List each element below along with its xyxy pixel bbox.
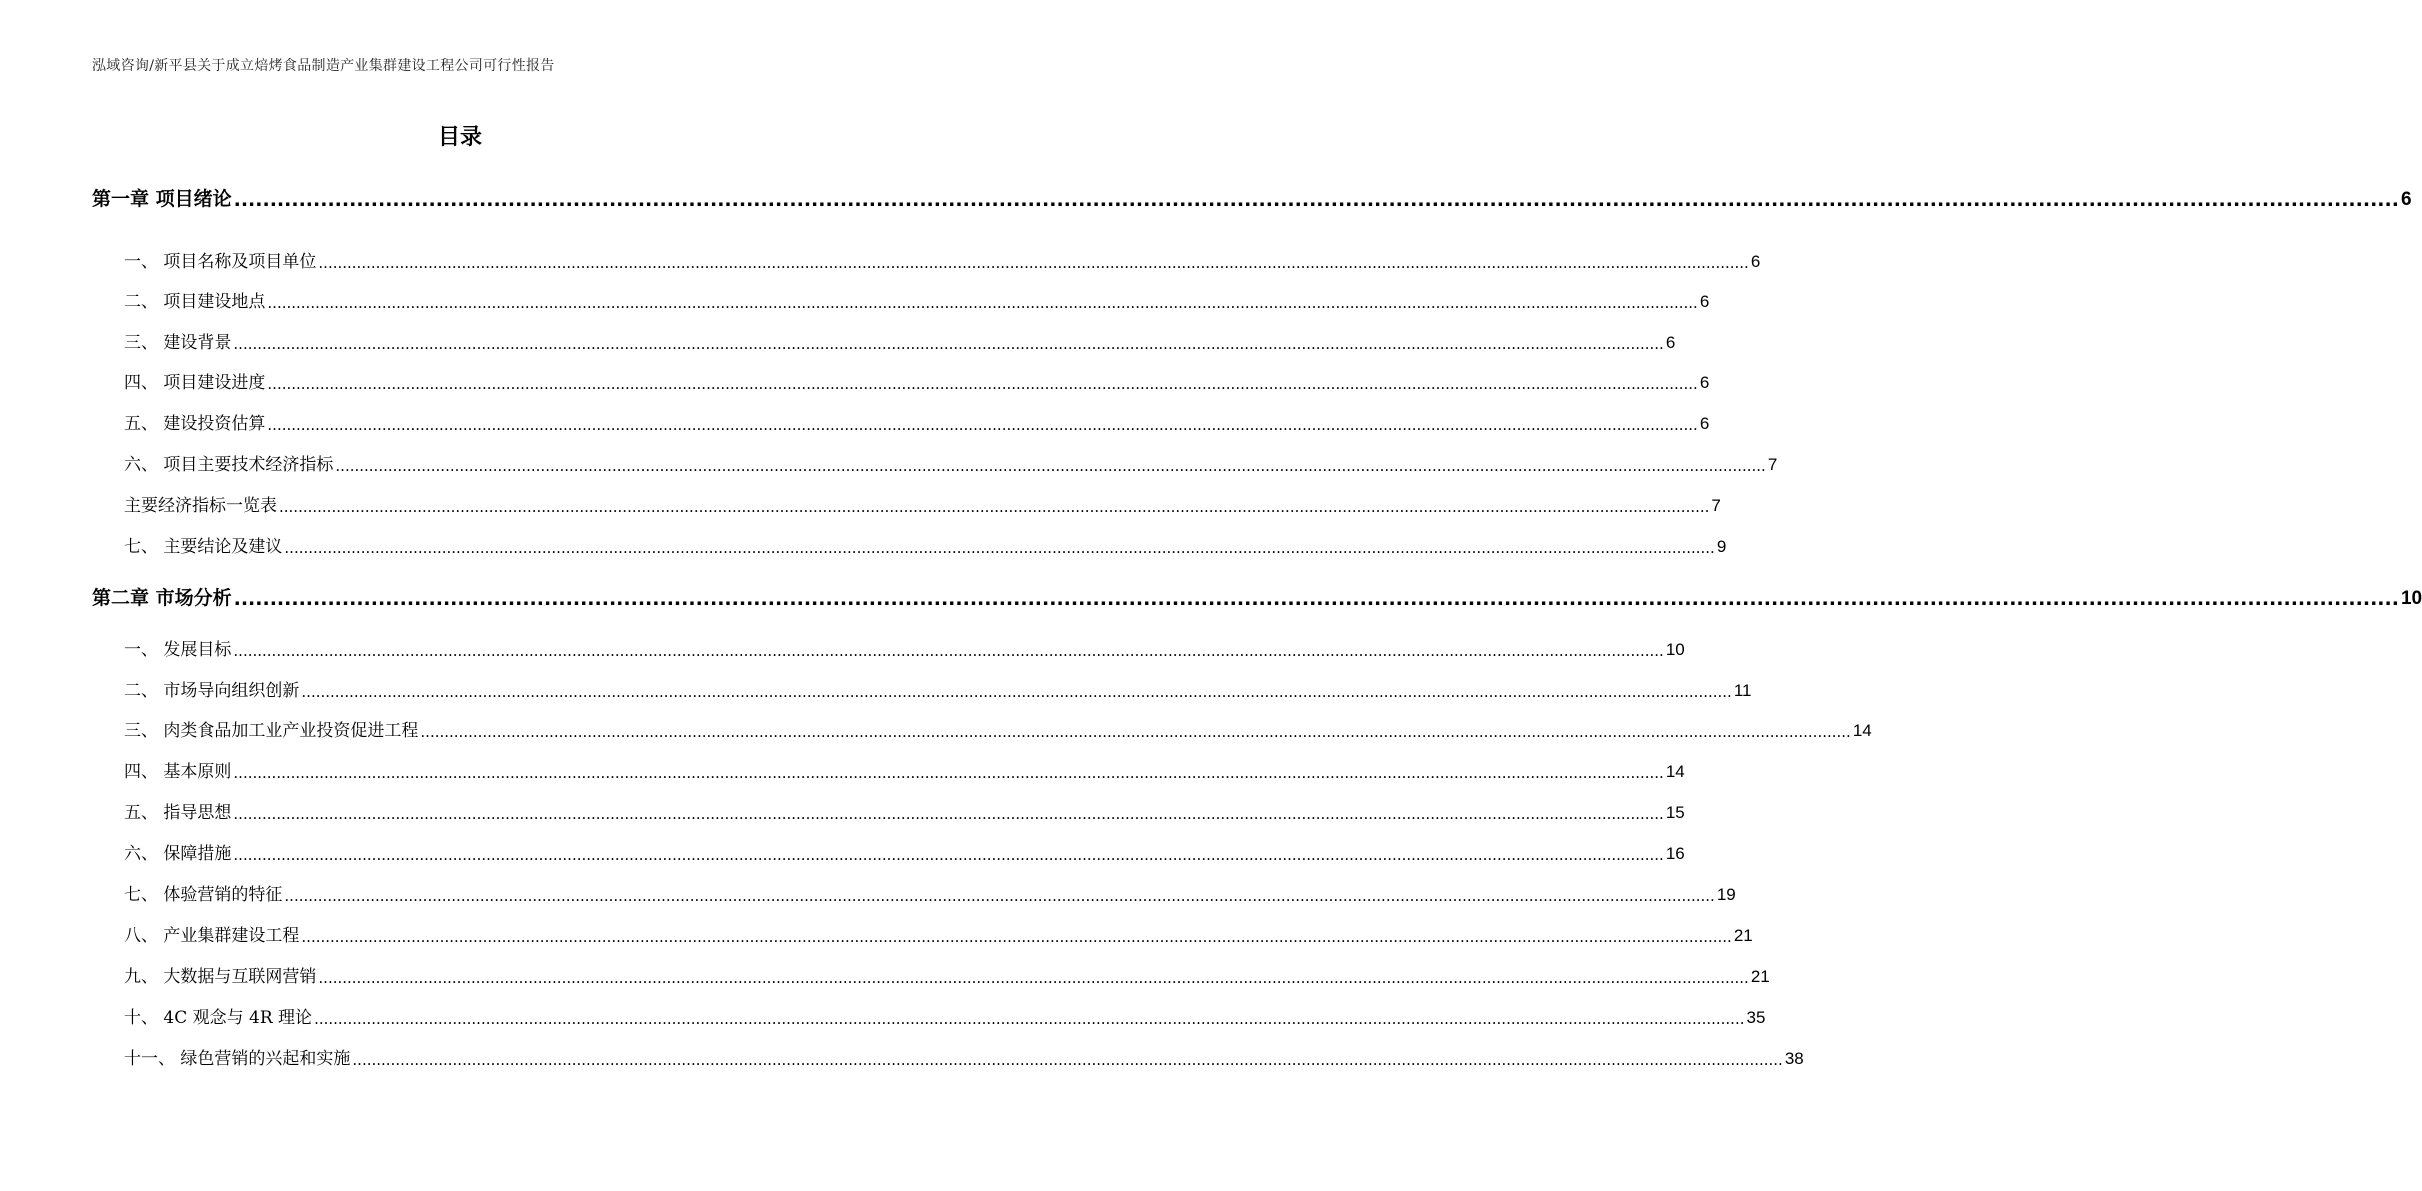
toc-entry-label: 一、 发展目标: [124, 640, 232, 660]
dot-leader: ............................................................................................................................................................................................................................................................................................................: [284, 887, 1715, 905]
toc-entry-page: 35: [1746, 1008, 1766, 1027]
toc-entry-label: 十一、 绿色营销的兴起和实施: [124, 1049, 351, 1069]
toc-entry[interactable]: [124, 757, 1685, 782]
toc-entry-page: 16: [1665, 844, 1685, 863]
toc-entry-label: 八、 产业集群建设工程: [124, 926, 300, 946]
toc-entry-label: 九、 大数据与互联网营销: [124, 967, 317, 987]
toc-entry-page: 38: [1784, 1049, 1804, 1068]
dot-leader: ............................................................................................................................................................................................................................................................................................................: [301, 928, 1732, 946]
toc-entry-page: 11: [1733, 681, 1752, 700]
toc-entry[interactable]: [124, 368, 1710, 393]
toc-entry-label: 五、 指导思想: [124, 803, 232, 823]
toc-entry[interactable]: [124, 635, 1685, 660]
toc-entry-page: 14: [1852, 721, 1872, 740]
dot-leader: ............................................................................................................................................................................................................................................................................................................: [267, 375, 1698, 393]
toc-entry-page: 15: [1665, 803, 1685, 822]
toc-entry[interactable]: [124, 921, 1753, 946]
toc-entry-label: 七、 体验营销的特征: [124, 885, 283, 905]
toc-entry-label: 主要经济指标一览表: [124, 496, 277, 516]
toc-entry[interactable]: [92, 184, 2412, 211]
toc-entry-page: 6: [1699, 373, 1710, 392]
dot-leader: ............................................................................................................................................................................................................................................................................................................: [267, 294, 1698, 312]
toc-entry-label: 三、 肉类食品加工业产业投资促进工程: [124, 721, 419, 741]
toc-entry[interactable]: [124, 716, 1872, 741]
toc-entry[interactable]: [124, 532, 1727, 557]
toc-entry-page: 6: [1699, 414, 1710, 433]
dot-leader: ............................................................................................................................................................................................................................................................................................................: [233, 846, 1664, 864]
toc-entry[interactable]: [124, 880, 1736, 905]
dot-leader: ............................................................................................................................................................................................................................................................................................................: [314, 1010, 1745, 1028]
toc-entry-label: 十、 4C 观念与 4R 理论: [124, 1008, 313, 1028]
toc-entry[interactable]: [124, 798, 1685, 823]
toc-entry-label: 七、 主要结论及建议: [124, 537, 283, 557]
toc-entry[interactable]: [124, 287, 1710, 312]
dot-leader: ............................................................................................................................................................................................................................................................................................................: [318, 254, 1749, 272]
toc-entry-label: 二、 项目建设地点: [124, 292, 266, 312]
dot-leader: ............................................................................................................................................................................................................................................................................................................: [335, 457, 1766, 475]
toc-entry-label: 一、 项目名称及项目单位: [124, 252, 317, 272]
toc-entry-page: 6: [1665, 333, 1676, 352]
dot-leader: ............................................................................................................................................................................................................................................................................................................: [420, 723, 1851, 741]
toc-entry[interactable]: [124, 676, 1752, 701]
toc-entry-page: 9: [1716, 537, 1727, 556]
toc-entry-page: 7: [1767, 455, 1778, 474]
toc-entry-label: 六、 保障措施: [124, 844, 232, 864]
toc-entry-label: 第一章 项目绪论: [92, 188, 232, 210]
toc-entry-label: 二、 市场导向组织创新: [124, 681, 300, 701]
toc-entry-page: 14: [1665, 762, 1685, 781]
dot-leader: ............................................................................................................................................................................................................................................................................................................: [284, 539, 1715, 557]
toc-entry-page: 21: [1750, 967, 1770, 986]
toc-entry[interactable]: [124, 1044, 1804, 1069]
page-title: 目录: [437, 125, 482, 150]
dot-leader: ............................................................................................................................................................................................................................................................................................................: [233, 189, 2399, 211]
toc-entry-page: 6: [2400, 189, 2412, 210]
dot-leader: ............................................................................................................................................................................................................................................................................................................: [233, 764, 1664, 782]
dot-leader: ............................................................................................................................................................................................................................................................................................................: [267, 416, 1698, 434]
toc-entry-label: 六、 项目主要技术经济指标: [124, 455, 334, 475]
dot-leader: ............................................................................................................................................................................................................................................................................................................: [318, 969, 1749, 987]
toc-entry-page: 7: [1711, 496, 1721, 515]
toc-entry[interactable]: [124, 247, 1761, 272]
dot-leader: ............................................................................................................................................................................................................................................................................................................: [352, 1051, 1783, 1069]
dot-leader: ............................................................................................................................................................................................................................................................................................................: [233, 588, 2399, 610]
toc-entry-label: 四、 项目建设进度: [124, 373, 266, 393]
toc-entry-page: 21: [1733, 926, 1753, 945]
toc-entry-label: 四、 基本原则: [124, 762, 232, 782]
toc-entry[interactable]: [124, 409, 1710, 434]
toc-entry-label: 三、 建设背景: [124, 333, 232, 353]
toc-entry[interactable]: [92, 583, 2422, 610]
dot-leader: ............................................................................................................................................................................................................................................................................................................: [233, 642, 1664, 660]
toc-entry[interactable]: [124, 450, 1778, 475]
dot-leader: ............................................................................................................................................................................................................................................................................................................: [233, 805, 1664, 823]
toc-entry[interactable]: [124, 839, 1685, 864]
toc-entry-page: 19: [1716, 885, 1736, 904]
dot-leader: ............................................................................................................................................................................................................................................................................................................: [301, 683, 1732, 701]
dot-leader: ............................................................................................................................................................................................................................................................................................................: [233, 335, 1664, 353]
running-header: 泓域咨询/新平县关于成立焙烤食品制造产业集群建设工程公司可行性报告: [92, 58, 555, 74]
toc-entry-label: 第二章 市场分析: [92, 587, 232, 609]
toc-entry-label: 五、 建设投资估算: [124, 414, 266, 434]
toc-entry[interactable]: [124, 962, 1770, 987]
toc-entry[interactable]: [124, 328, 1676, 353]
toc-entry-page: 10: [2400, 588, 2422, 609]
dot-leader: ............................................................................................................................................................................................................................................................................................................: [279, 498, 1710, 516]
toc-entry-page: 6: [1699, 292, 1710, 311]
toc-entry[interactable]: [124, 491, 1721, 516]
toc-entry-page: 10: [1665, 640, 1685, 659]
toc-entry[interactable]: [124, 1003, 1766, 1028]
toc-entry-page: 6: [1750, 252, 1761, 271]
